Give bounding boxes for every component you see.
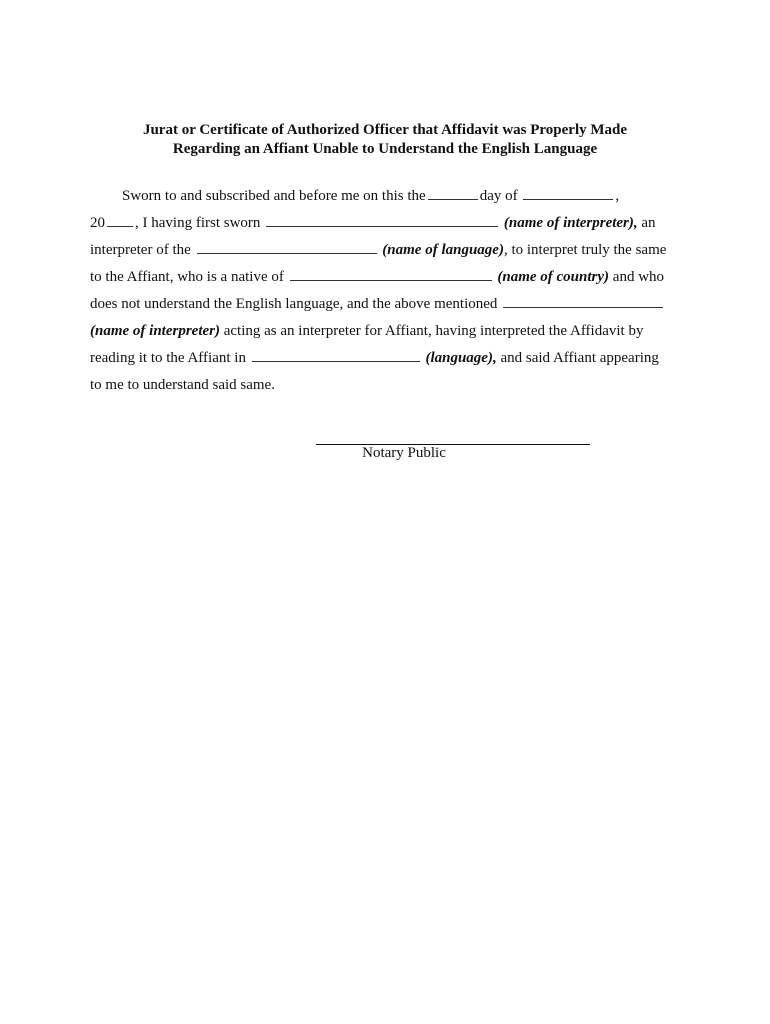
body-line-7 [90,345,680,372]
reading-text: reading it to the Affiant in [90,350,246,366]
understand-same-text: to me to understand said same. [90,377,275,393]
month-blank[interactable] [523,185,613,200]
year-prefix-text: 20 [90,215,105,231]
appearing-text: and said Affiant appearing [496,350,659,366]
interpreter-of-text: interpreter of the [90,242,191,258]
body-line-1 [90,183,680,210]
day-of-text: day of [479,188,518,204]
having-sworn-text: , I having first sworn [135,215,261,231]
language-label: (language), [425,350,497,366]
day-blank[interactable] [428,185,478,200]
interpret-truly-text: , to interpret truly the same [503,242,667,258]
country-name-blank[interactable] [290,266,492,281]
second-interpreter-blank[interactable] [503,293,663,308]
acting-as-text: acting as an interpreter for Affiant, having interpreted the Affidavit by [219,323,644,339]
jurat-body [90,183,680,399]
year-blank[interactable] [107,212,133,227]
sworn-text: Sworn to and subscribed and before me on this the [122,188,426,204]
body-line-3 [90,237,680,264]
language-blank[interactable] [252,347,420,362]
name-of-interpreter-label: (name of interpreter), [503,215,638,231]
name-of-language-label: (name of language) [382,242,504,258]
interpreter-name-blank[interactable] [266,212,498,227]
name-of-interpreter-label-2: (name of interpreter) [90,323,220,339]
notary-public-label: Notary Public [362,445,446,461]
language-name-blank[interactable] [197,239,377,254]
body-line-4 [90,264,680,291]
body-line-2 [90,210,680,237]
body-line-5 [90,291,680,318]
native-of-text: to the Affiant, who is a native of [90,269,284,285]
an-text: an [637,215,656,231]
body-line-6 [90,318,680,345]
title-line-2: Regarding an Affiant Unable to Understand the English Language [172,141,598,157]
not-understand-text: does not understand the English language, and the above mentioned [90,296,498,312]
document-title [0,121,770,159]
comma-text: , [615,188,620,204]
title-line-1: Jurat or Certificate of Authorized Officer that Affidavit was Properly Made [142,122,628,138]
and-who-text: and who [609,269,665,285]
notary-signature-line[interactable] [316,430,590,445]
name-of-country-label: (name of country) [497,269,610,285]
body-line-8 [90,372,680,399]
